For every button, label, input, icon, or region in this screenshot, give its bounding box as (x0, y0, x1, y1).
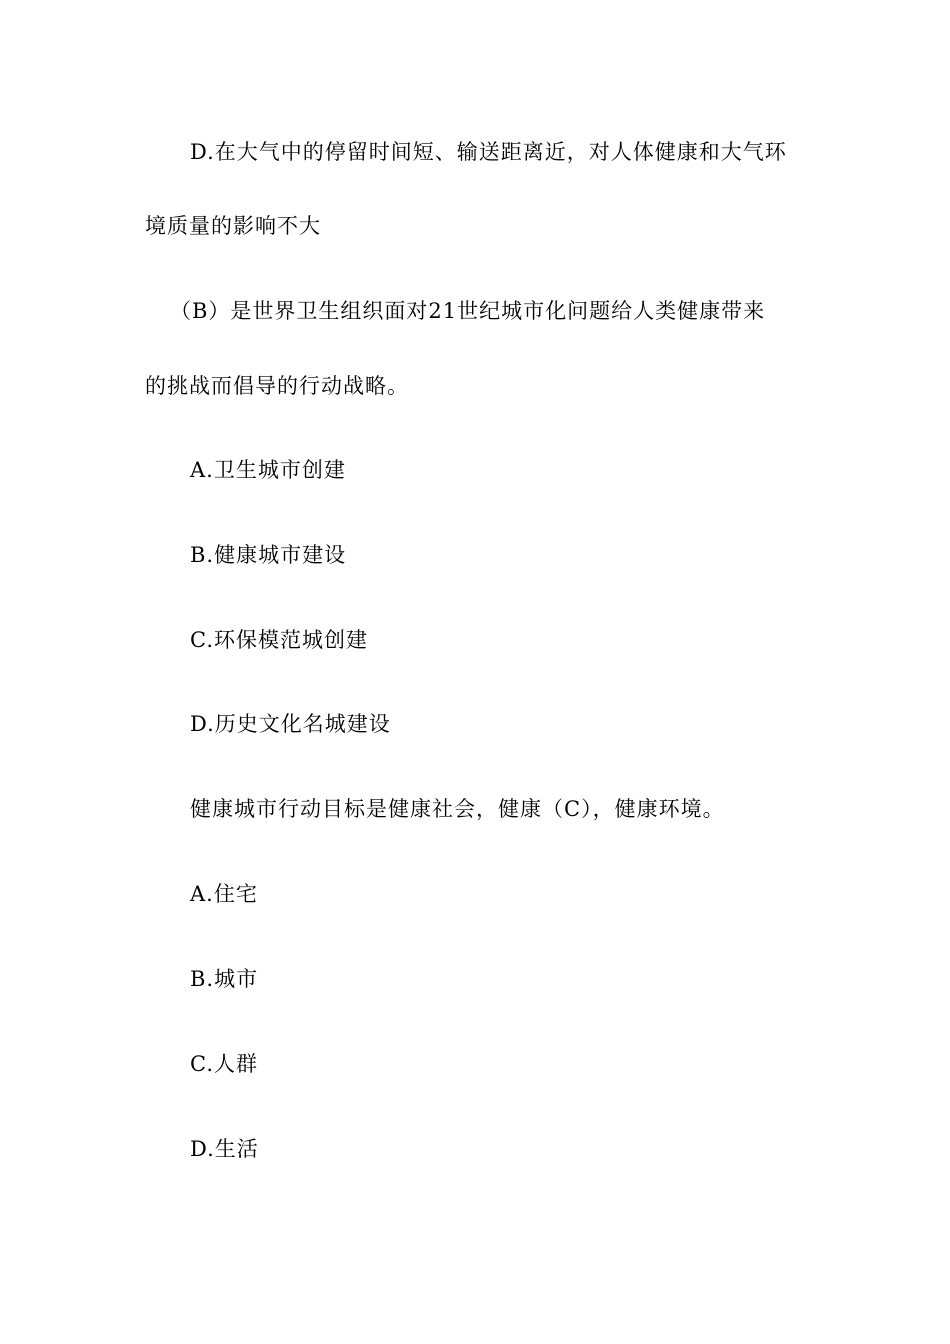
question-2-line-2: 的挑战而倡导的行动战略。 (145, 374, 409, 398)
option-b: B.健康城市建设 (190, 543, 347, 567)
option-c: C.环保模范城创建 (190, 628, 368, 652)
question-3: 健康城市行动目标是健康社会，健康（C），健康环境。 (190, 797, 725, 821)
question-2-line-1: （B）是世界卫生组织面对21世纪城市化问题给人类健康带来 (170, 299, 766, 323)
option-a: A.卫生城市创建 (190, 458, 346, 482)
option-b: B.城市 (190, 967, 259, 991)
option-a: A.住宅 (190, 882, 258, 906)
option-d-line-2: 境质量的影响不大 (145, 214, 321, 238)
option-c: C.人群 (190, 1052, 258, 1076)
option-d: D.历史文化名城建设 (190, 712, 391, 736)
option-d-line-1: D.在大气中的停留时间短、输送距离近，对人体健康和大气环 (190, 140, 787, 164)
option-d: D.生活 (190, 1137, 259, 1161)
